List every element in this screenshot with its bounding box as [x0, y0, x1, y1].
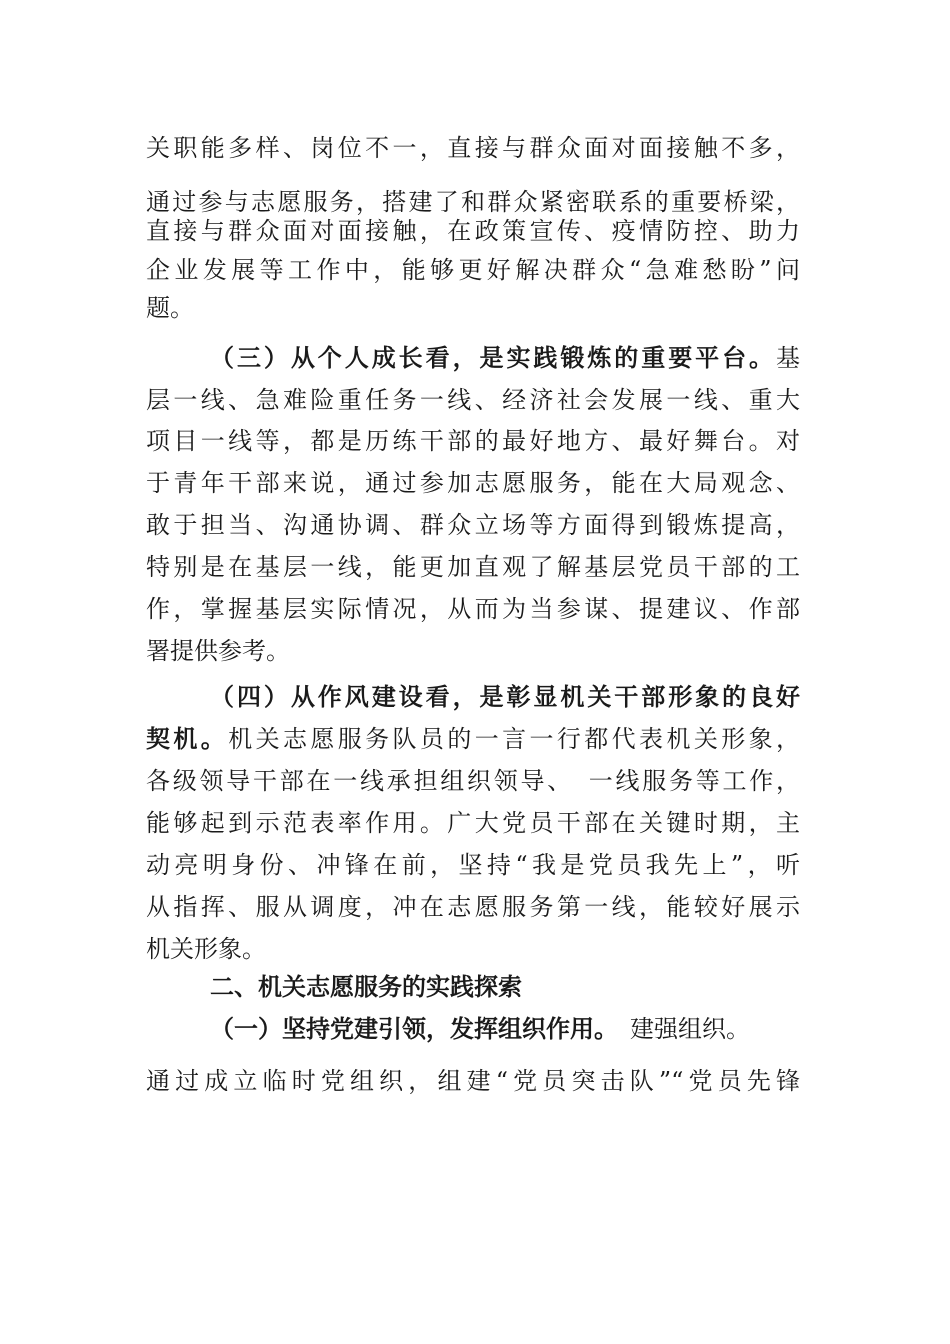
paragraph-line: 直接与群众面对面接触，在政策宣传、疫情防控、助力 [146, 217, 800, 245]
section-heading: 二、机关志愿服务的实践探索 [210, 972, 522, 1001]
paragraph-line: 关职能多样、岗位不一，直接与群众面对面接触不多， [146, 134, 800, 162]
paragraph-line: 企业发展等工作中，能够更好解决群众“急难愁盼”问 [146, 256, 800, 284]
subsection-rest: 建强组织。 [606, 1015, 750, 1043]
section-3-first-line [210, 338, 800, 378]
paragraph-line: 能够起到示范表率作用。广大党员干部在关键时期，主 [146, 809, 800, 837]
subsection-first-line [210, 1009, 800, 1049]
paragraph-line: 层一线、急难险重任务一线、经济社会发展一线、重大 [146, 386, 800, 414]
paragraph-line: 从指挥、服从调度，冲在志愿服务第一线，能较好展示 [146, 893, 800, 921]
section-4-bold-title: （四）从作风建设看，是彰显机关干部形象的良好 [210, 682, 800, 711]
paragraph-line: 各级领导干部在一线承担组织领导、 一线服务等工作， [146, 767, 800, 795]
paragraph-line: 项目一线等，都是历练干部的最好地方、最好舞台。对 [146, 427, 800, 455]
paragraph-line: 通过参与志愿服务，搭建了和群众紧密联系的重要桥梁， [146, 188, 800, 216]
section-4-second-line [146, 719, 800, 759]
paragraph-line: 敢于担当、沟通协调、群众立场等方面得到锻炼提高， [146, 511, 800, 539]
paragraph-line: 署提供参考。 [146, 637, 290, 665]
section-4-second-rest: 机关志愿服务队员的一言一行都代表机关形象， [228, 725, 800, 753]
section-3-bold-title: （三）从个人成长看，是实践锻炼的重要平台。 [210, 343, 776, 372]
paragraph-line: 机关形象。 [146, 935, 266, 963]
paragraph-line: 作，掌握基层实际情况，从而为当参谋、提建议、作部 [146, 595, 800, 623]
paragraph-line: 特别是在基层一线，能更加直观了解基层党员干部的工 [146, 553, 800, 581]
paragraph-line: 于青年干部来说，通过参加志愿服务，能在大局观念、 [146, 469, 800, 497]
paragraph-line: 通过成立临时党组织，组建“党员突击队”“党员先锋 [146, 1067, 800, 1095]
paragraph-line: 题。 [146, 294, 194, 322]
section-4-bold-title-end: 契机。 [146, 724, 229, 753]
section-3-first-rest: 基 [776, 344, 800, 372]
subsection-bold-title: （一）坚持党建引领，发挥组织作用。 [210, 1014, 606, 1043]
paragraph-line: 动亮明身份、冲锋在前，坚持“我是党员我先上”，听 [146, 851, 800, 879]
